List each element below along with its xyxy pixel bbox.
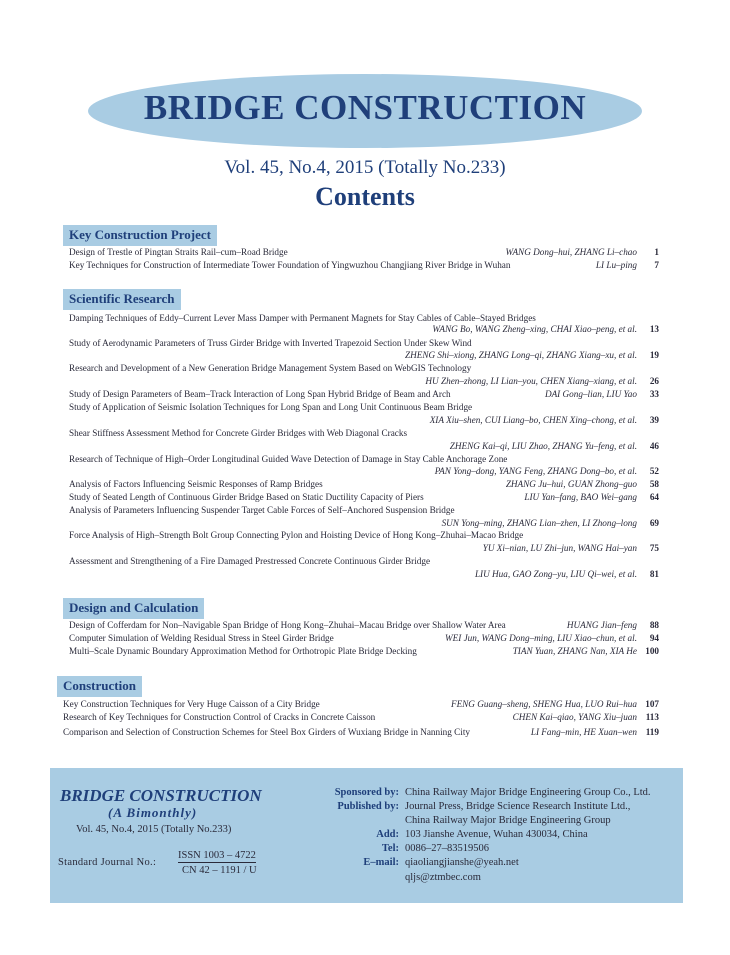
- article-page: 100: [645, 646, 659, 656]
- section-label-key-construction-project: Key Construction Project: [63, 225, 217, 246]
- article-title: Study of Seated Length of Continuous Girder Bridge Based on Static Ductility Capacity of Piers: [69, 492, 424, 502]
- info-published-value-2: China Railway Major Bridge Engineering Group: [405, 815, 611, 826]
- article-authors: LIU Hua, GAO Zong–yu, LIU Qi–wei, et al.: [474, 569, 637, 579]
- volume-line: Vol. 45, No.4, 2015 (Totally No.233): [224, 157, 506, 178]
- toc-row: [69, 247, 659, 261]
- toc-row: [69, 505, 659, 519]
- article-title: Key Construction Techniques for Very Huge Caisson of a City Bridge: [63, 699, 320, 709]
- journal-title: BRIDGE CONSTRUCTION: [143, 88, 587, 127]
- article-title: Multi–Scale Dynamic Boundary Approximation Method for Orthotropic Plate Bridge Decking: [69, 646, 417, 656]
- article-title: Research and Development of a New Generation Bridge Management System Based on WebGIS Technology: [69, 363, 472, 373]
- article-page: 13: [649, 324, 659, 334]
- info-issn: ISSN 1003 – 4722: [178, 850, 256, 861]
- article-title: Force Analysis of High–Strength Bolt Group Connecting Pylon and Hoisting Device of Hong Kong–Zhuhai–Macao Bridge: [69, 530, 524, 540]
- toc-row: [69, 260, 659, 274]
- article-authors: YU Xi–nian, LU Zhi–jun, WANG Hai–yan: [482, 543, 637, 553]
- toc-row: [69, 530, 659, 544]
- toc-row: [69, 633, 659, 647]
- article-authors: WANG Bo, WANG Zheng–xing, CHAI Xiao–peng, et al.: [432, 324, 637, 334]
- article-authors: DAI Gong–lian, LIU Yao: [544, 389, 637, 399]
- article-page: 69: [649, 518, 659, 528]
- article-page: 64: [649, 492, 659, 502]
- article-page: 119: [645, 727, 659, 737]
- article-authors: ZHENG Kai–qi, LIU Zhao, ZHANG Yu–feng, et al.: [449, 441, 637, 451]
- journal-info-box: [50, 768, 683, 903]
- info-volume: Vol. 45, No.4, 2015 (Totally No.233): [76, 824, 232, 835]
- article-title: Design of Trestle of Pingtan Straits Rail–cum–Road Bridge: [69, 247, 288, 257]
- toc-row: [69, 492, 659, 506]
- section-label-construction: Construction: [57, 676, 142, 697]
- article-page: 33: [649, 389, 659, 399]
- toc-row: [69, 350, 659, 364]
- article-authors: PAN Yong–dong, YANG Feng, ZHANG Dong–bo, et al.: [434, 466, 637, 476]
- article-authors: FENG Guang–sheng, SHENG Hua, LUO Rui–hua: [450, 699, 637, 709]
- toc-row: [69, 543, 659, 557]
- toc-row: [69, 402, 659, 416]
- info-subtitle: (A Bimonthly): [108, 805, 198, 820]
- toc-row: [69, 324, 659, 338]
- article-authors: SUN Yong–ming, ZHANG Lian–zhen, LI Zhong–long: [441, 518, 637, 528]
- article-title: Research of Key Techniques for Construction Control of Cracks in Concrete Caisson: [63, 712, 376, 722]
- article-title: Assessment and Strengthening of a Fire Damaged Prestressed Concrete Continuous Girder Bridge: [69, 556, 431, 566]
- article-page: 19: [649, 350, 659, 360]
- article-page: 81: [649, 569, 659, 579]
- toc-row: [69, 376, 659, 390]
- info-tel-label: Tel:: [381, 843, 399, 854]
- info-email-value-2: qljs@ztmbec.com: [405, 872, 481, 883]
- info-journal-title: BRIDGE CONSTRUCTION: [60, 786, 262, 805]
- info-published-value-1: Journal Press, Bridge Science Research Institute Ltd.,: [405, 801, 631, 812]
- article-authors: HUANG Jian–feng: [566, 620, 637, 630]
- article-title: Shear Stiffness Assessment Method for Concrete Girder Bridges with Web Diagonal Cracks: [69, 428, 408, 438]
- article-authors: TIAN Yuan, ZHANG Nan, XIA He: [512, 646, 637, 656]
- article-title: Analysis of Factors Influencing Seismic Responses of Ramp Bridges: [69, 479, 323, 489]
- article-title: Design of Cofferdam for Non–Navigable Span Bridge of Hong Kong–Zhuhai–Macau Bridge over Shallow Water Area: [69, 620, 506, 630]
- article-title: Computer Simulation of Welding Residual Stress in Steel Girder Bridge: [69, 633, 334, 643]
- info-cn: CN 42 – 1191 / U: [182, 865, 257, 876]
- article-authors: CHEN Kai–qiao, YANG Xiu–juan: [512, 712, 637, 722]
- article-page: 26: [649, 376, 659, 386]
- article-page: 88: [649, 620, 659, 630]
- toc-row: [63, 727, 659, 741]
- article-page: 1: [654, 247, 659, 257]
- article-authors: WEI Jun, WANG Dong–ming, LIU Xiao–chun, et al.: [444, 633, 637, 643]
- toc-row: [69, 415, 659, 429]
- article-title: Study of Application of Seismic Isolation Techniques for Long Span and Long Unit Continuous Beam Bridge: [69, 402, 473, 412]
- article-page: 107: [645, 699, 659, 709]
- article-authors: WANG Dong–hui, ZHANG Li–chao: [505, 247, 637, 257]
- info-standard-label: Standard Journal No.:: [58, 857, 157, 868]
- toc-row: [69, 466, 659, 480]
- article-page: 75: [649, 543, 659, 553]
- article-authors: XIA Xiu–shen, CUI Liang–bo, CHEN Xing–chong, et al.: [429, 415, 637, 425]
- toc-row: [69, 620, 659, 634]
- toc-row: [69, 428, 659, 442]
- toc-row: [63, 699, 659, 713]
- article-page: 58: [649, 479, 659, 489]
- toc-row: [63, 712, 659, 726]
- toc-row: [69, 363, 659, 377]
- article-authors: LI Lu–ping: [595, 260, 637, 270]
- article-authors: LI Fang–min, HE Xuan–wen: [530, 727, 637, 737]
- info-sponsored-label: Sponsored by:: [334, 787, 399, 798]
- toc-row: [69, 646, 659, 660]
- article-authors: LIU Yan–fang, BAO Wei–gang: [524, 492, 637, 502]
- article-page: 39: [649, 415, 659, 425]
- toc-row: [69, 389, 659, 403]
- info-tel-value: 0086–27–83519506: [405, 843, 489, 854]
- article-title: Study of Design Parameters of Beam–Track Interaction of Long Span Hybrid Bridge of Beam and Arch: [69, 389, 451, 399]
- info-email-label: E–mail:: [363, 857, 399, 868]
- article-page: 7: [654, 260, 659, 270]
- toc-row: [69, 479, 659, 493]
- article-title: Research of Technique of High–Order Longitudinal Guided Wave Detection of Damage in Stay Cable Anchorage Zone: [69, 454, 508, 464]
- info-email-value-1: qiaoliangjianshe@yeah.net: [405, 857, 519, 868]
- article-page: 52: [649, 466, 659, 476]
- toc-row: [69, 556, 659, 570]
- article-page: 94: [649, 633, 659, 643]
- article-authors: HU Zhen–zhong, LI Lian–you, CHEN Xiang–xiang, et al.: [425, 376, 637, 386]
- info-sponsored-value: China Railway Major Bridge Engineering Group Co., Ltd.: [405, 787, 651, 798]
- article-title: Key Techniques for Construction of Intermediate Tower Foundation of Yingwuzhou Changjiang River Bridge in Wuhan: [69, 260, 511, 270]
- article-title: Damping Techniques of Eddy–Current Lever Mass Damper with Permanent Magnets for Stay Cables of Cable–Stayed Bridges: [69, 313, 536, 323]
- article-title: Comparison and Selection of Construction Schemes for Steel Box Girders of Wuxiang Bridge in Nanning City: [63, 727, 470, 737]
- article-title: Study of Aerodynamic Parameters of Truss Girder Bridge with Inverted Trapezoid Section Under Skew Wind: [69, 338, 472, 348]
- section-label-design-and-calculation: Design and Calculation: [63, 598, 204, 619]
- article-page: 46: [649, 441, 659, 451]
- info-add-value: 103 Jianshe Avenue, Wuhan 430034, China: [405, 829, 588, 840]
- toc-row: [69, 569, 659, 583]
- info-add-label: Add:: [376, 829, 399, 840]
- toc-row: [69, 441, 659, 455]
- article-authors: ZHANG Ju–hui, GUAN Zhong–guo: [505, 479, 637, 489]
- article-title: Analysis of Parameters Influencing Suspender Target Cable Forces of Self–Anchored Suspension Bridge: [69, 505, 455, 515]
- section-label-scientific-research: Scientific Research: [63, 289, 181, 310]
- article-page: 113: [645, 712, 659, 722]
- contents-heading: Contents: [315, 182, 415, 211]
- info-published-label: Published by:: [337, 801, 399, 812]
- article-authors: ZHENG Shi–xiong, ZHANG Long–qi, ZHANG Xiang–xu, et al.: [405, 350, 637, 360]
